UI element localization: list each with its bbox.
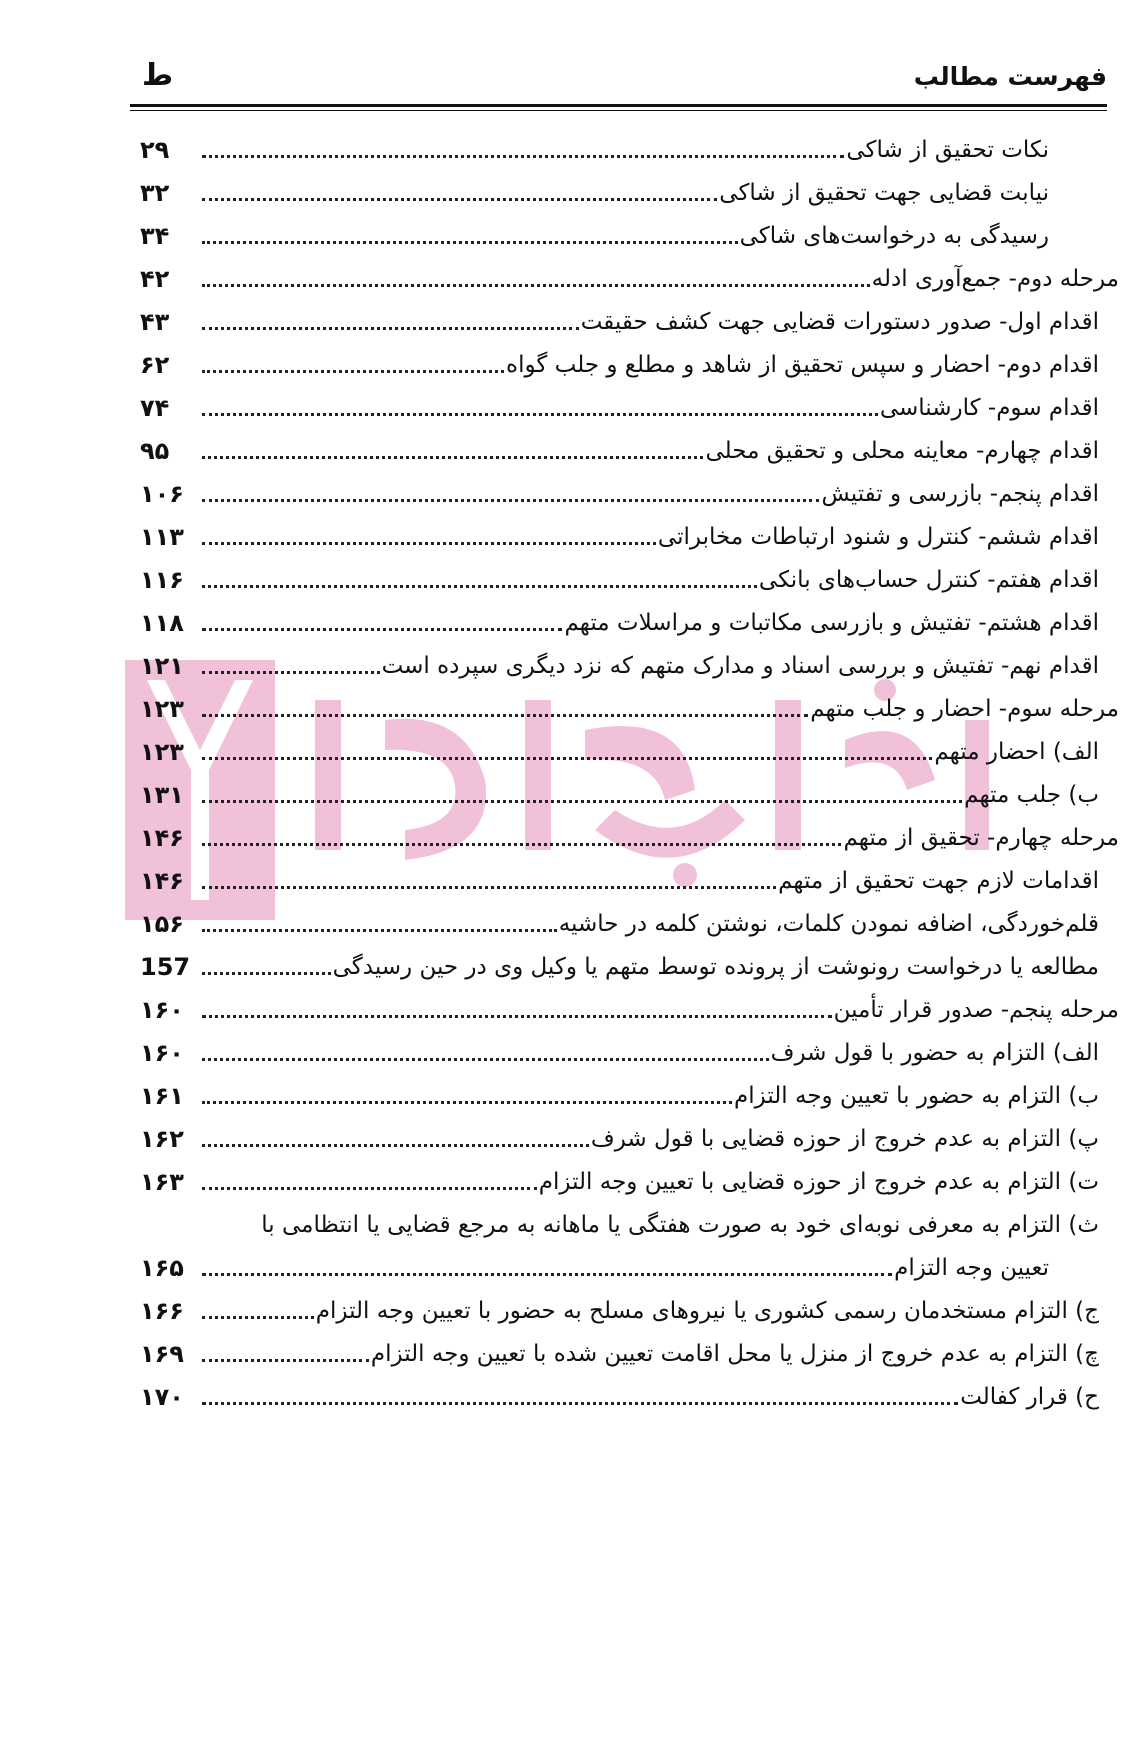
toc-entry[interactable] xyxy=(140,1279,1119,1327)
toc-entry-page: ۱۴۶ xyxy=(140,867,184,895)
toc-entry-page: ۱۷۰ xyxy=(140,1383,184,1411)
toc-entry-title: اقدام پنجم- بازرسی و تفتیش xyxy=(821,481,1099,507)
toc-entry-title: نیابت قضایی جهت تحقیق از شاکی xyxy=(719,180,1049,206)
toc-entry[interactable] xyxy=(140,591,1119,639)
dot-leader xyxy=(202,843,841,846)
toc-entry-page: ۱۲۳ xyxy=(140,695,184,723)
dot-leader xyxy=(202,972,331,975)
dot-leader xyxy=(202,628,562,631)
toc-entry-page: ۴۲ xyxy=(140,265,170,293)
toc-entry[interactable] xyxy=(140,634,1119,682)
toc-entry[interactable] xyxy=(140,935,1119,983)
toc-entry-page: ۱۶۳ xyxy=(140,1168,184,1196)
dot-leader xyxy=(202,1187,537,1190)
toc-entry-title: نکات تحقیق از شاکی xyxy=(846,137,1049,163)
toc-entry-page: ۱۶۵ xyxy=(140,1254,184,1282)
toc-entry-page: ۱۰۶ xyxy=(140,480,184,508)
dot-leader xyxy=(202,370,504,373)
dot-leader xyxy=(202,327,579,330)
toc-entry[interactable] xyxy=(140,849,1119,897)
toc-entry[interactable] xyxy=(140,290,1119,338)
toc-entry[interactable] xyxy=(140,1107,1119,1155)
toc-entry-title: اقدام ششم- کنترل و شنود ارتباطات مخابراتی xyxy=(657,524,1099,550)
toc-entry-page: ۹۵ xyxy=(140,437,170,465)
dot-leader xyxy=(202,585,757,588)
toc-entry-title: اقدام چهارم- معاینه محلی و تحقیق محلی xyxy=(705,438,1099,464)
toc-entry-page: ۶۲ xyxy=(140,351,170,379)
toc-entry-title: مطالعه یا درخواست رونوشت از پرونده توسط متهم یا وکیل وی در حین رسیدگی xyxy=(332,954,1099,980)
toc-entry[interactable] xyxy=(140,1021,1119,1069)
toc-entry-title: الف) التزام به حضور با قول شرف xyxy=(770,1040,1099,1066)
toc-entry-page: ۱۲۱ xyxy=(140,652,184,680)
page-title: فهرست مطالب xyxy=(913,62,1107,91)
toc-entry-page: ۲۹ xyxy=(140,136,170,164)
toc-entry[interactable] xyxy=(140,462,1119,510)
toc-entry-title: اقدام دوم- احضار و سپس تحقیق از شاهد و مطلع و جلب گواه xyxy=(506,352,1099,378)
toc-entry-continuation[interactable] xyxy=(140,1236,1119,1284)
dot-leader xyxy=(202,714,808,717)
dot-leader xyxy=(202,1101,732,1104)
dot-leader xyxy=(202,413,878,416)
dot-leader xyxy=(202,671,380,674)
toc-entry-page: ۱۳۱ xyxy=(140,781,184,809)
dot-leader xyxy=(202,800,962,803)
dot-leader xyxy=(202,1015,832,1018)
dot-leader xyxy=(202,155,844,158)
toc-entry-page: ۳۲ xyxy=(140,179,170,207)
toc-entry-title: اقدامات لازم جهت تحقیق از متهم xyxy=(778,868,1099,894)
dot-leader xyxy=(202,929,557,932)
toc-entry[interactable] xyxy=(140,978,1119,1026)
toc-entry[interactable] xyxy=(140,161,1119,209)
toc-entry-page: ۱۶۱ xyxy=(140,1082,184,1110)
toc-entry[interactable] xyxy=(140,1365,1119,1413)
dot-leader xyxy=(202,1359,369,1362)
toc-entry[interactable] xyxy=(140,677,1119,725)
toc-entry-title: ت) التزام به عدم خروج از حوزه قضایی با تعیین وجه التزام xyxy=(538,1169,1099,1195)
toc-entry-title: مرحله دوم- جمع‌آوری ادله xyxy=(871,266,1119,292)
dot-leader xyxy=(202,1273,892,1276)
toc-entry[interactable] xyxy=(140,892,1119,940)
dot-leader xyxy=(202,542,656,545)
dot-leader xyxy=(202,284,870,287)
toc-entry-page: ۱۵۶ xyxy=(140,910,184,938)
toc-entry[interactable] xyxy=(140,376,1119,424)
toc-entry-page: ۱۱۳ xyxy=(140,523,184,551)
dot-leader xyxy=(202,1144,589,1147)
toc-entry-page: ۱۲۳ xyxy=(140,738,184,766)
toc-entry-page: ۱۶۲ xyxy=(140,1125,184,1153)
toc-entry-title: قلم‌خوردگی، اضافه نمودن کلمات، نوشتن کلمه در حاشیه xyxy=(558,911,1099,937)
toc-entry[interactable] xyxy=(140,118,1119,166)
toc-entry-title: اقدام سوم- کارشناسی xyxy=(879,395,1099,421)
toc-entry-title: ث) التزام به معرفی نوبه‌ای خود به صورت هفتگی یا ماهانه به مرجع قضایی یا انتظامی با xyxy=(261,1212,1099,1238)
toc-entry[interactable] xyxy=(140,806,1119,854)
toc-entry-page: ۱۱۶ xyxy=(140,566,184,594)
toc-entry-page: ۱۱۸ xyxy=(140,609,184,637)
toc-entry-page: ۱۶۰ xyxy=(140,996,184,1024)
dot-leader xyxy=(202,241,738,244)
dot-leader xyxy=(202,499,819,502)
toc-entry-title: چ) التزام به عدم خروج از منزل یا محل اقامت تعیین شده با تعیین وجه التزام xyxy=(370,1341,1099,1367)
toc-entry[interactable] xyxy=(140,419,1119,467)
toc-entry-page: ۱۶۹ xyxy=(140,1340,184,1368)
toc-entry[interactable] xyxy=(140,505,1119,553)
toc-entry-title: ج) التزام مستخدمان رسمی کشوری یا نیروهای مسلح به حضور با تعیین وجه التزام xyxy=(315,1298,1099,1324)
dot-leader xyxy=(202,886,776,889)
toc-entry-page: ۱۴۶ xyxy=(140,824,184,852)
toc-entry-title: الف) احضار متهم xyxy=(934,739,1099,765)
toc-entry[interactable] xyxy=(140,247,1119,295)
dot-leader xyxy=(202,198,717,201)
toc-entry[interactable] xyxy=(140,204,1119,252)
toc-entry-title: مرحله چهارم- تحقیق از متهم xyxy=(843,825,1119,851)
toc-entry-title: ح) قرار کفالت xyxy=(960,1384,1099,1410)
toc-entry-title: تعیین وجه التزام xyxy=(894,1255,1049,1281)
toc-entry-title: ب) جلب متهم xyxy=(964,782,1099,808)
toc-entry-title: اقدام اول- صدور دستورات قضایی جهت کشف حقیقت xyxy=(580,309,1099,335)
toc-entry-title: اقدام هشتم- تفتیش و بازرسی مکاتبات و مراسلات متهم xyxy=(564,610,1099,636)
toc-entry-title: مرحله پنجم- صدور قرار تأمین xyxy=(833,997,1119,1023)
toc-entry[interactable] xyxy=(140,720,1119,768)
toc-entry-page: ۴۳ xyxy=(140,308,170,336)
dot-leader xyxy=(202,1402,958,1405)
dot-leader xyxy=(202,1316,314,1319)
toc-entry-title: پ) التزام به عدم خروج از حوزه قضایی با قول شرف xyxy=(590,1126,1099,1152)
dot-leader xyxy=(202,456,703,459)
toc-entry[interactable] xyxy=(140,1064,1119,1112)
page-letter: ط xyxy=(142,58,174,93)
toc-entry[interactable] xyxy=(140,763,1119,811)
toc-entry-page: ۱۶۰ xyxy=(140,1039,184,1067)
toc-entry[interactable] xyxy=(140,333,1119,381)
toc-entry[interactable] xyxy=(140,548,1119,596)
dot-leader xyxy=(202,1058,769,1061)
toc-entry-title: ب) التزام به حضور با تعیین وجه التزام xyxy=(734,1083,1099,1109)
toc-entry-title: اقدام نهم- تفتیش و بررسی اسناد و مدارک متهم که نزد دیگری سپرده است xyxy=(381,653,1099,679)
toc-entry-wrapped[interactable] xyxy=(140,1193,1119,1241)
toc-entry[interactable] xyxy=(140,1150,1119,1198)
toc-entry-title: اقدام هفتم- کنترل حساب‌های بانکی xyxy=(758,567,1099,593)
toc-entry[interactable] xyxy=(140,1322,1119,1370)
toc-entry-title: مرحله سوم- احضار و جلب متهم xyxy=(810,696,1119,722)
toc-entry-title: رسیدگی به درخواست‌های شاکی xyxy=(739,223,1049,249)
toc-entry-page: ۷۴ xyxy=(140,394,170,422)
toc-entry-page: 157 xyxy=(140,953,191,981)
dot-leader xyxy=(202,757,932,760)
toc-entry-page: ۳۴ xyxy=(140,222,170,250)
toc-entry-page: ۱۶۶ xyxy=(140,1297,184,1325)
